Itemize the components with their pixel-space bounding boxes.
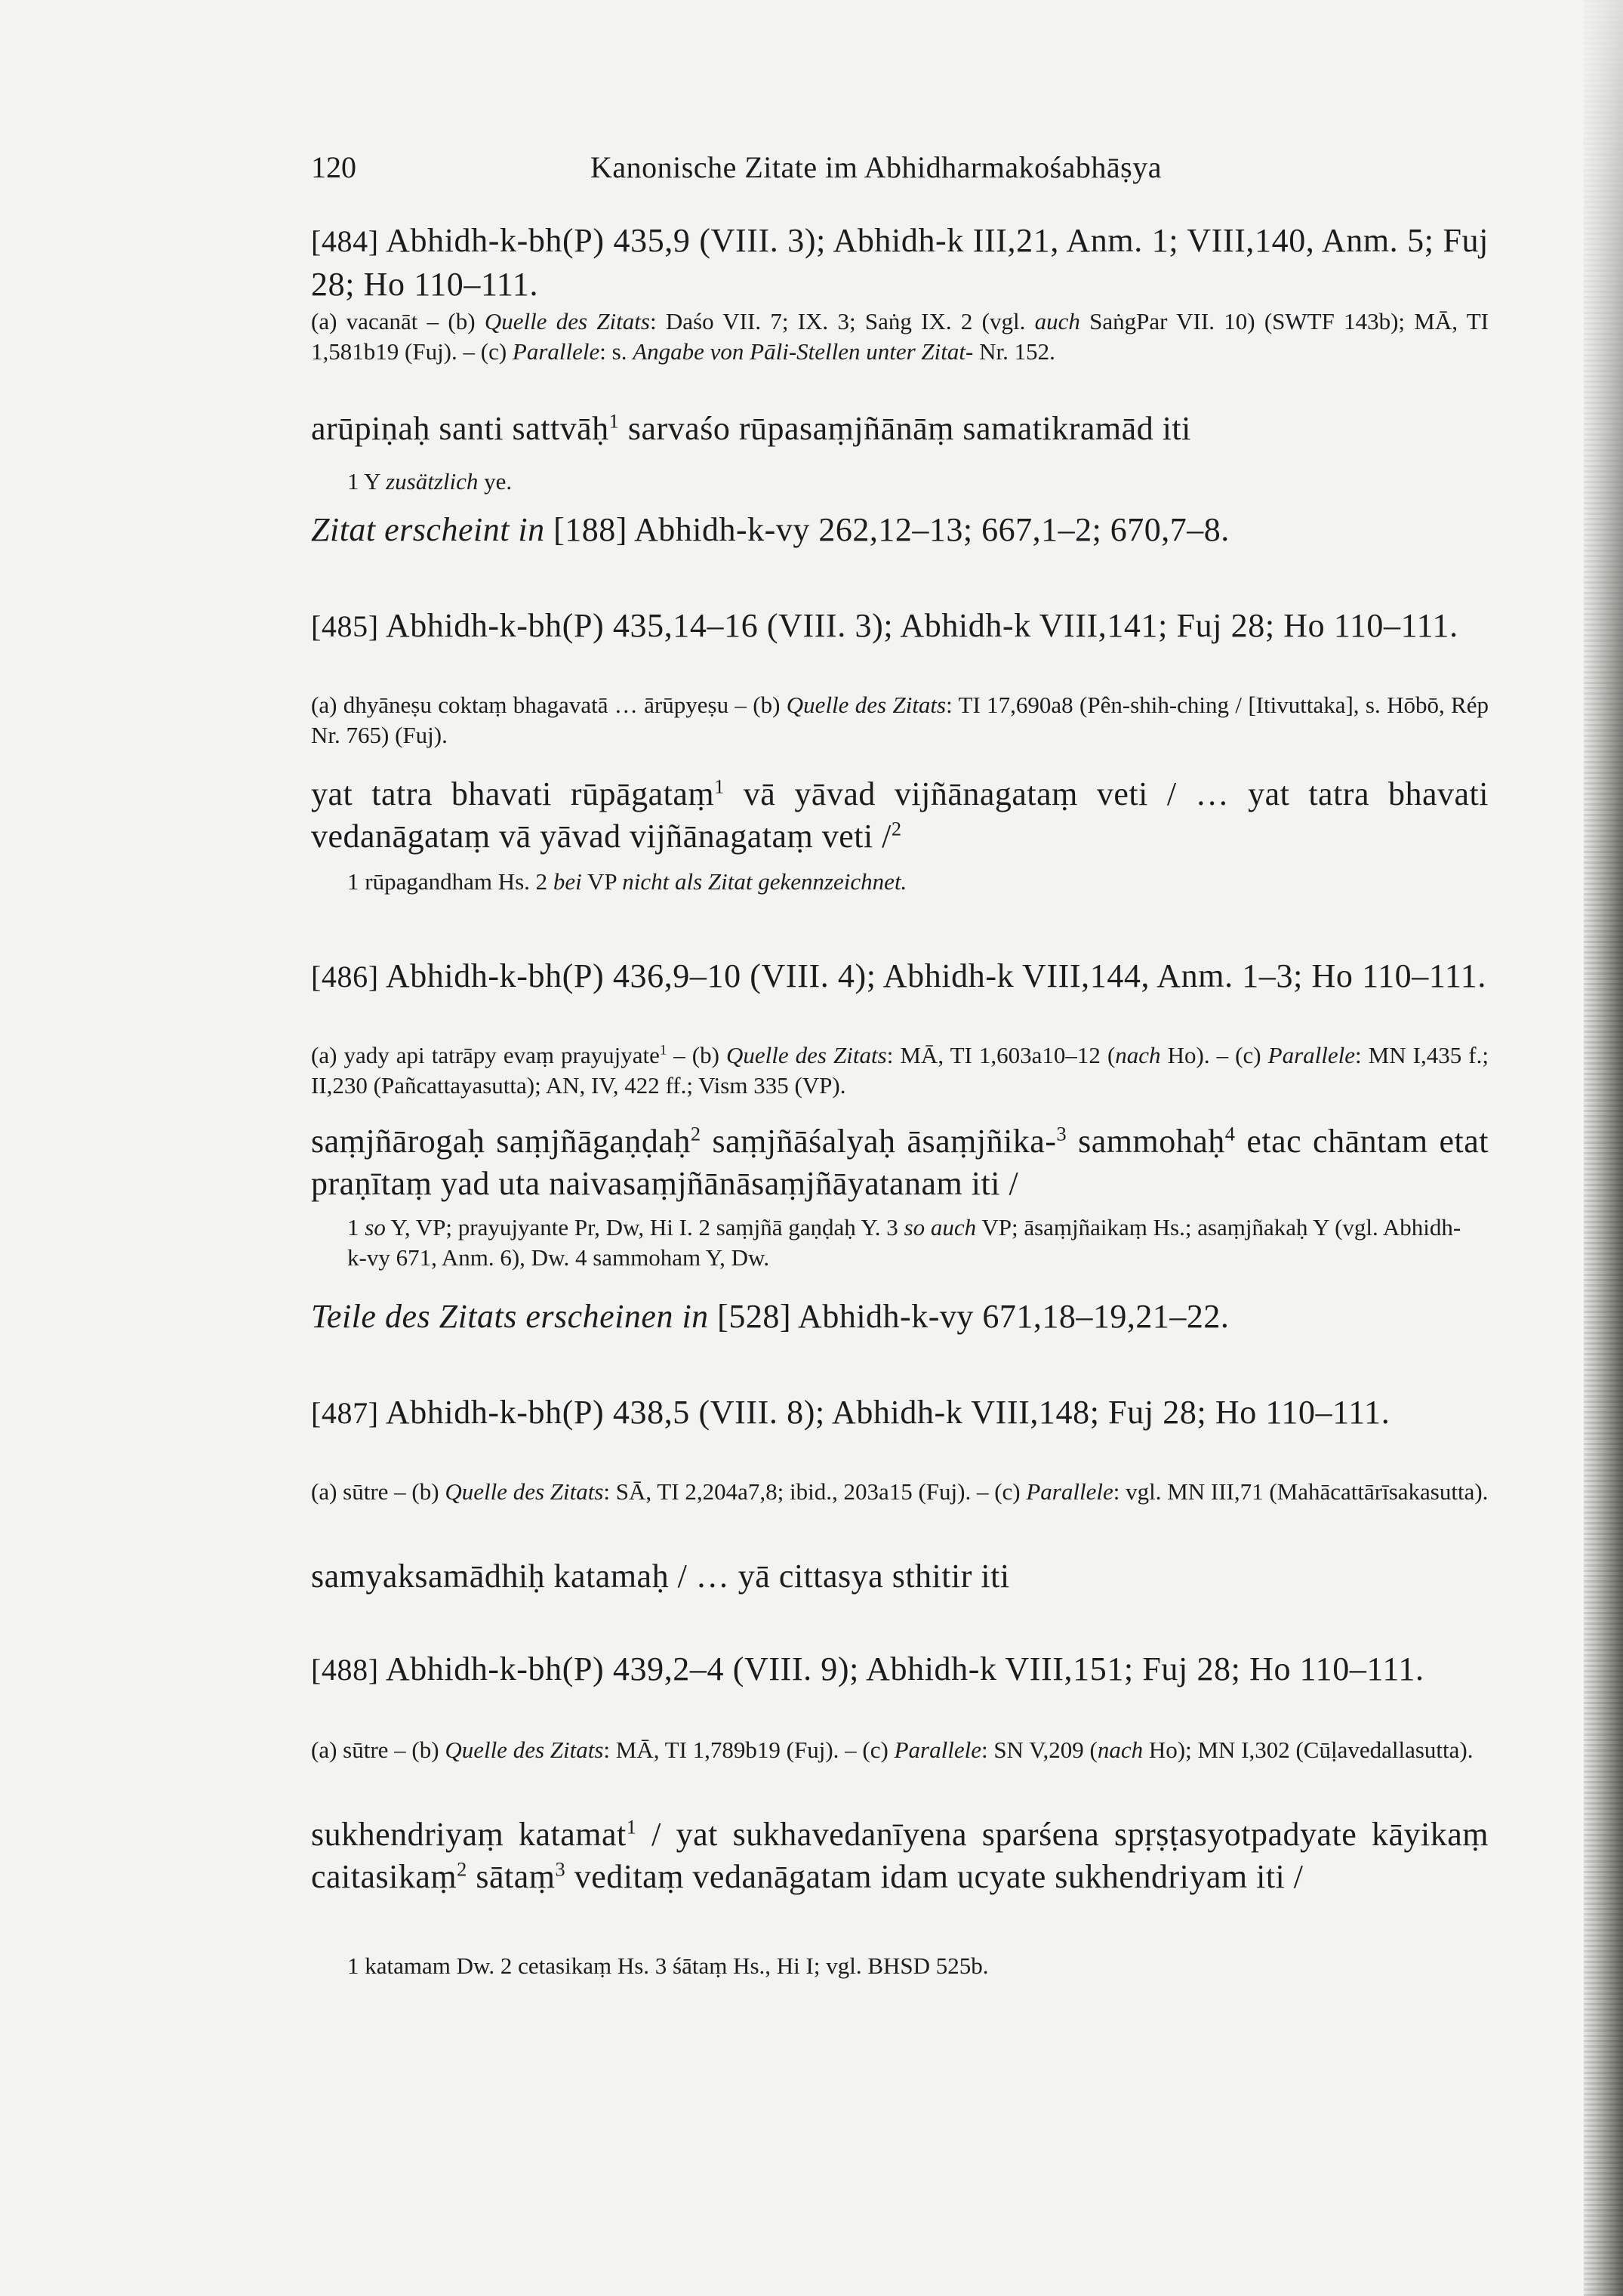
entry-485-notes: (a) dhyāneṣu coktaṃ bhagavatā … ārūpyeṣu – (b) Quelle des Zitats: TI 17,690a8 (Pên-shih-ching / [Itivuttaka], s. Hōbō, Rép Nr. 765) (Fuj). bbox=[311, 692, 1489, 748]
entry-486-appears-in: Teile des Zitats erscheinen in [528] Abhidh-k-vy 671,18–19,21–22. bbox=[311, 1298, 1230, 1335]
entry-486-footnotes: 1 so Y, VP; prayujyante Pr, Dw, Hi I. 2 saṃjñā gaṇḍaḥ Y. 3 so auch VP; āsaṃjñaikaṃ Hs.; asaṃjñakaḥ Y (vgl. Abhidh-k-vy 671, Anm. 6), Dw. 4 sammoham Y, Dw. bbox=[347, 1214, 1461, 1271]
entry-485-quote: yat tatra bhavati rūpāgataṃ$^1$ vā yāvad vijñānagataṃ veti / … yat tatra bhavati vedanāgataṃ vā yāvad vijñānagataṃ veti /$^2$ bbox=[311, 775, 1489, 855]
entry-484-notes: (a) vacanāt – (b) Quelle des Zitats: Daśo VII. 7; IX. 3; Saṅg IX. 2 (vgl. auch SaṅgPar VII. 10) (SWTF 143b); MĀ, TI 1,581b19 (Fuj). – (c) Parallele: s. Angabe von Pāli-Stellen unter Zitat- Nr. 152. bbox=[311, 308, 1489, 365]
page-header bbox=[311, 149, 1504, 195]
entry-486-reference bbox=[311, 954, 1489, 998]
entry-ref: Abhidh-k-bh(P) 436,9–10 (VIII. 4); Abhidh-k VIII,144, Anm. 1–3; Ho 110–111. bbox=[385, 957, 1487, 994]
entry-488-reference bbox=[311, 1647, 1489, 1691]
entry-488-footnotes: 1 katamam Dw. 2 cetasikaṃ Hs. 3 śātaṃ Hs., Hi I; vgl. BHSD 525b. bbox=[347, 1952, 989, 1979]
entry-ref: Abhidh-k-bh(P) 435,9 (VIII. 3); Abhidh-k III,21, Anm. 1; VIII,140, Anm. 5; Fuj 28; Ho 110–111. bbox=[311, 222, 1489, 303]
running-head: Kanonische Zitate im Abhidharmakośabhāṣya bbox=[590, 150, 1162, 184]
entry-ref: Abhidh-k-bh(P) 439,2–4 (VIII. 9); Abhidh-k VIII,151; Fuj 28; Ho 110–111. bbox=[385, 1650, 1424, 1687]
entry-487-reference bbox=[311, 1391, 1489, 1435]
entry-484-appears-in: Zitat erscheint in [188] Abhidh-k-vy 262,12–13; 667,1–2; 670,7–8. bbox=[311, 511, 1230, 548]
entry-485-reference bbox=[311, 604, 1489, 648]
entry-ref: Abhidh-k-bh(P) 438,5 (VIII. 8); Abhidh-k VIII,148; Fuj 28; Ho 110–111. bbox=[385, 1394, 1390, 1431]
entry-number: [484] bbox=[311, 224, 379, 258]
entry-486-notes: (a) yady api tatrāpy evaṃ prayujyate$^1$ – (b) Quelle des Zitats: MĀ, TI 1,603a10–12 (nach Ho). – (c) Parallele: MN I,435 f.; II,230 (Pañcattayasutta); AN, IV, 422 ff.; Vism 335 (VP). bbox=[311, 1042, 1489, 1099]
page-edge-fade bbox=[1584, 0, 1623, 944]
entry-484-quote: arūpiṇaḥ santi sattvāḥ$^1$ sarvaśo rūpasaṃjñānāṃ samatikramād iti bbox=[311, 409, 1191, 447]
entry-number: [485] bbox=[311, 609, 379, 643]
entry-484-reference bbox=[311, 219, 1489, 306]
entry-487-notes: (a) sūtre – (b) Quelle des Zitats: SĀ, TI 2,204a7,8; ibid., 203a15 (Fuj). – (c) Parallele: vgl. MN III,71 (Mahācattārīsakasutta). bbox=[311, 1478, 1489, 1505]
entry-484-footnotes: 1 Y zusätzlich ye. bbox=[347, 468, 513, 495]
entry-488-quote: sukhendriyaṃ katamat$^1$ / yat sukhavedanīyena sparśena spṛṣṭasyotpadyate kāyikaṃ caitasikaṃ$^2$ sātaṃ$^3$ veditaṃ vedanāgatam idam ucyate sukhendriyam iti / bbox=[311, 1815, 1489, 1895]
entry-number: [487] bbox=[311, 1396, 379, 1430]
entry-487-quote: samyaksamādhiḥ katamaḥ / … yā cittasya sthitir iti bbox=[311, 1558, 1010, 1595]
entry-number: [486] bbox=[311, 960, 379, 994]
entry-488-notes: (a) sūtre – (b) Quelle des Zitats: MĀ, TI 1,789b19 (Fuj). – (c) Parallele: SN V,209 (nach Ho); MN I,302 (Cūḷavedallasutta). bbox=[311, 1737, 1474, 1763]
entry-number: [488] bbox=[311, 1653, 379, 1687]
entry-ref: Abhidh-k-bh(P) 435,14–16 (VIII. 3); Abhidh-k VIII,141; Fuj 28; Ho 110–111. bbox=[385, 607, 1458, 644]
page-number: 120 bbox=[311, 150, 356, 184]
entry-485-footnotes: 1 rūpagandham Hs. 2 bei VP nicht als Zitat gekennzeichnet. bbox=[347, 868, 907, 895]
entry-486-quote: saṃjñārogaḥ saṃjñāgaṇḍaḥ$^2$ saṃjñāśalyaḥ āsaṃjñika-$^3$ sammohaḥ$^4$ etac chāntam etat praṇītaṃ yad uta naivasaṃjñānāsaṃjñāyatanam iti / bbox=[311, 1122, 1489, 1202]
